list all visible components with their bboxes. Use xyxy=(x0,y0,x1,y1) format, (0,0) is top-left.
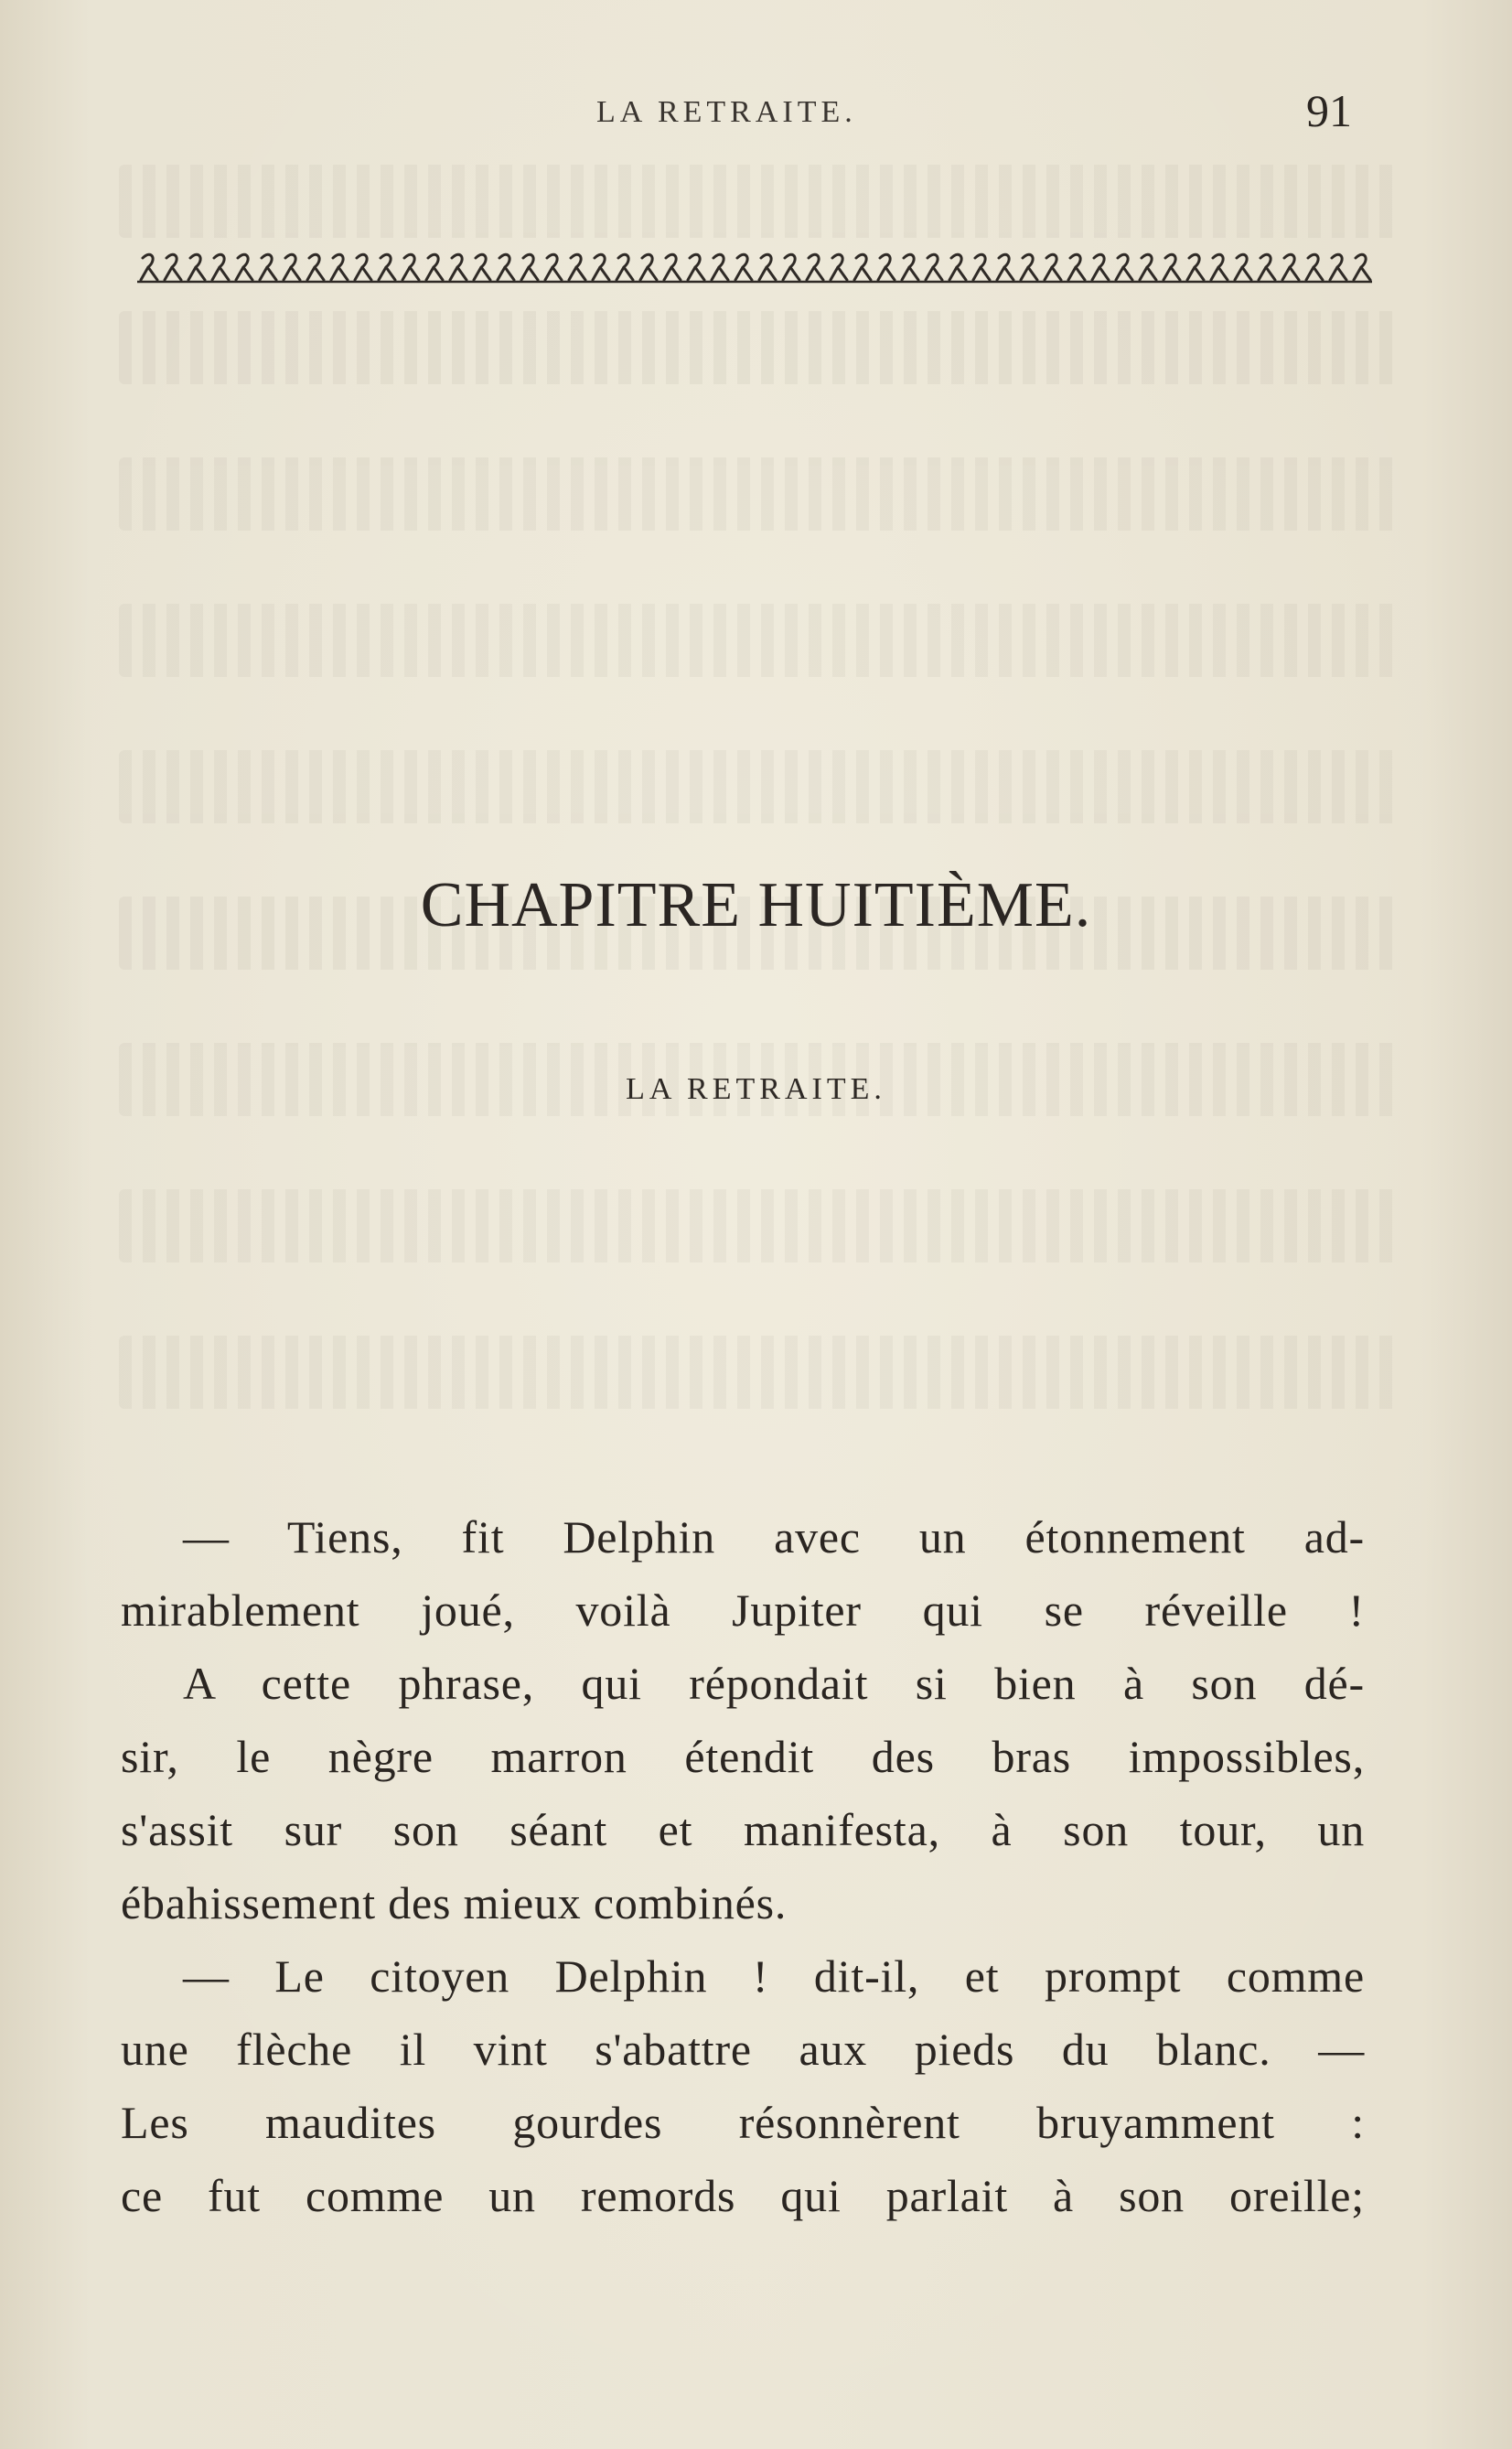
ornament-glyph xyxy=(851,254,874,282)
ornament-glyph xyxy=(827,254,851,282)
ornament-glyph xyxy=(375,254,399,282)
ornament-glyph xyxy=(898,254,922,282)
ornament-glyph xyxy=(185,254,209,282)
ornament-glyph xyxy=(946,254,970,282)
ornament-glyph xyxy=(1160,254,1184,282)
decorative-border-ornament xyxy=(135,245,1372,291)
ornament-glyph xyxy=(1065,254,1088,282)
ornament-glyph xyxy=(494,254,518,282)
text-line: — Le citoyen Delphin ! dit-il, et prompt comme xyxy=(183,1950,1365,2002)
ornament-glyph xyxy=(1207,254,1231,282)
ornament-glyph xyxy=(803,254,827,282)
text-line: A cette phrase, qui répondait si bien à son dé- xyxy=(183,1658,1365,1709)
ornament-glyph xyxy=(256,254,280,282)
ornament-glyph xyxy=(708,254,732,282)
ornament-glyph xyxy=(1088,254,1112,282)
ornament-glyph xyxy=(756,254,779,282)
ornament-glyph xyxy=(1112,254,1136,282)
ornament-glyph xyxy=(1017,254,1041,282)
ornament-glyph xyxy=(660,254,684,282)
ornament-glyph xyxy=(1303,254,1326,282)
ornament-glyph xyxy=(542,254,565,282)
ornament-glyph xyxy=(1041,254,1065,282)
chapter-subtitle: LA RETRAITE. xyxy=(626,1072,886,1106)
ornament-glyph xyxy=(1136,254,1160,282)
ornament-glyph xyxy=(518,254,542,282)
text-line: sir, le nègre marron étendit des bras impossibles, xyxy=(121,1731,1365,1782)
ornament-glyph xyxy=(874,254,898,282)
page-number: 91 xyxy=(1306,85,1352,136)
ornament-glyph xyxy=(1326,254,1350,282)
ornament-glyph xyxy=(137,254,161,282)
ornament-glyph xyxy=(732,254,756,282)
text-line: Les maudites gourdes résonnèrent bruyamment : xyxy=(121,2097,1365,2148)
ornament-glyph xyxy=(684,254,708,282)
ornament-glyph xyxy=(637,254,660,282)
ornament-glyph xyxy=(399,254,423,282)
text-line: — Tiens, fit Delphin avec un étonnement ad- xyxy=(183,1511,1365,1563)
body-text xyxy=(121,1500,1365,2232)
ornament-glyph xyxy=(470,254,494,282)
ornament-glyph xyxy=(209,254,232,282)
ornament-glyph xyxy=(1255,254,1279,282)
ornament-glyph xyxy=(565,254,589,282)
ornament-glyph xyxy=(1350,254,1372,282)
show-through-text xyxy=(119,165,1399,1491)
ornament-glyph xyxy=(779,254,803,282)
text-line: s'assit sur son séant et manifesta, à son tour, un xyxy=(121,1804,1365,1855)
ornament-glyph xyxy=(922,254,946,282)
ornament-glyph xyxy=(304,254,327,282)
running-head xyxy=(0,84,1512,139)
chapter-title: CHAPITRE HUITIÈME. xyxy=(420,870,1092,940)
ornament-glyph xyxy=(1231,254,1255,282)
ornament-glyph xyxy=(232,254,256,282)
ornament-glyph xyxy=(423,254,446,282)
ornament-glyph xyxy=(993,254,1017,282)
ornament-glyph xyxy=(280,254,304,282)
ornament-glyph xyxy=(1279,254,1303,282)
text-line: mirablement joué, voilà Jupiter qui se réveille ! xyxy=(121,1584,1365,1636)
text-line: une flèche il vint s'abattre aux pieds du blanc. — xyxy=(121,2024,1365,2075)
ornament-glyph xyxy=(1184,254,1207,282)
ornament-glyph xyxy=(613,254,637,282)
ornament-glyph xyxy=(589,254,613,282)
ornament-glyph xyxy=(351,254,375,282)
ornament-glyph xyxy=(446,254,470,282)
text-line: ébahissement des mieux combinés. xyxy=(121,1877,788,1928)
ornament-glyph xyxy=(161,254,185,282)
ornament-glyph xyxy=(970,254,993,282)
running-title: LA RETRAITE. xyxy=(596,95,857,129)
ornament-glyph xyxy=(327,254,351,282)
text-line: ce fut comme un remords qui parlait à son oreille; xyxy=(121,2170,1365,2221)
